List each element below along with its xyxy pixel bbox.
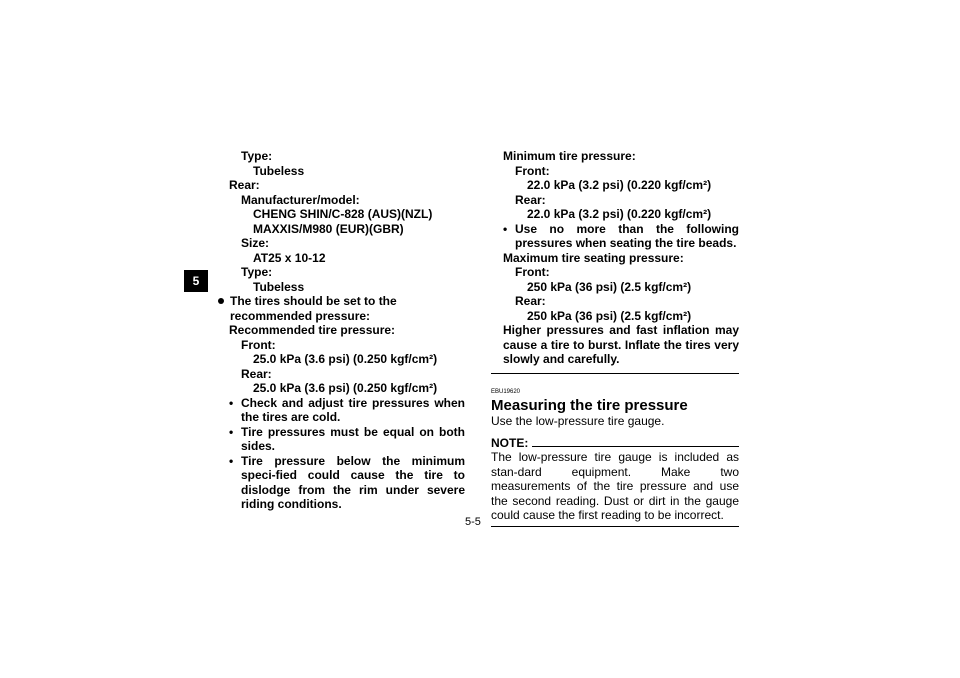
- maximum-rear-value: 250 kPa (36 psi) (2.5 kgf/cm²): [527, 308, 692, 323]
- front-type-value: Tubeless: [253, 163, 305, 178]
- maximum-front-value: 250 kPa (36 psi) (2.5 kgf/cm²): [527, 279, 692, 294]
- minimum-pressure-label: Minimum tire pressure:: [503, 149, 636, 163]
- rear-type-label: Type:: [241, 265, 273, 279]
- rear-size-value: AT25 x 10-12: [253, 250, 326, 265]
- section-code: EBU19620: [491, 388, 521, 395]
- chapter-tab: [184, 270, 208, 292]
- maximum-rear-label: Rear:: [515, 294, 546, 308]
- cold-check-bullet: • Check and adjust tire pressures when the tires are cold.: [217, 396, 465, 425]
- minimum-rear-label: Rear:: [515, 192, 546, 207]
- rear-type-value: Tubeless: [253, 279, 305, 294]
- recommended-rear-label: Rear:: [241, 366, 272, 381]
- section-heading: Measuring the tire pressure: [491, 396, 688, 414]
- front-type-label: Type:: [241, 149, 273, 163]
- left-column: [217, 149, 465, 512]
- rear-model-value-1: CHENG SHIN/C-828 (AUS)(NZL): [253, 207, 433, 221]
- recommended-front-label: Front:: [241, 337, 276, 352]
- burst-warning-text: Higher pressures and fast inflation may cause a tire to burst. Inflate the tires very slowly and carefully.: [503, 323, 739, 366]
- pressure-bullet: The tires should be set to the recommended pressure:: [217, 294, 465, 323]
- chapter-number: 5: [192, 274, 200, 288]
- note-header: [491, 436, 739, 450]
- minimum-front-label: Front:: [515, 163, 550, 178]
- maximum-front-label: Front:: [515, 265, 550, 279]
- page-number: 5-5: [465, 516, 481, 528]
- minimum-rear-value: 22.0 kPa (3.2 psi) (0.220 kgf/cm²): [527, 207, 712, 221]
- recommended-pressure-label: Recommended tire pressure:: [229, 323, 396, 337]
- section-intro: Use the low-pressure tire gauge.: [491, 413, 665, 428]
- minimum-front-value: 22.0 kPa (3.2 psi) (0.220 kgf/cm²): [527, 178, 712, 192]
- rear-label: Rear:: [229, 178, 260, 192]
- warning-block: [491, 149, 739, 367]
- note-label: NOTE:: [491, 436, 529, 450]
- rear-model-label: Manufacturer/model:: [241, 192, 360, 207]
- maximum-pressure-label: Maximum tire seating pressure:: [503, 250, 684, 265]
- rear-size-label: Size:: [241, 236, 270, 250]
- equal-pressure-bullet: • Tire pressures must be equal on both sides.: [217, 425, 465, 454]
- note-text: The low-pressure tire gauge is included as stan-dard equipment. Make two measurements of the tire pressure and use the second reading. Dust or dirt in the gauge could cause the first reading to be incorrect.: [491, 450, 739, 522]
- recommended-rear-value: 25.0 kPa (3.6 psi) (0.250 kgf/cm²): [253, 381, 438, 395]
- note-bottom-rule: [491, 526, 739, 527]
- warning-end-rule: [491, 373, 739, 374]
- recommended-front-value: 25.0 kPa (3.6 psi) (0.250 kgf/cm²): [253, 352, 438, 366]
- right-column: [491, 149, 739, 527]
- minimum-warning-bullet: • Tire pressure below the minimum speci-fied could cause the tire to dislodge from the rim under severe riding conditions.: [217, 454, 465, 512]
- note-top-rule: [532, 446, 739, 447]
- seating-bullet: • Use no more than the following pressures when seating the tire beads.: [491, 222, 739, 251]
- rear-model-value-2: MAXXIS/M980 (EUR)(GBR): [253, 221, 404, 236]
